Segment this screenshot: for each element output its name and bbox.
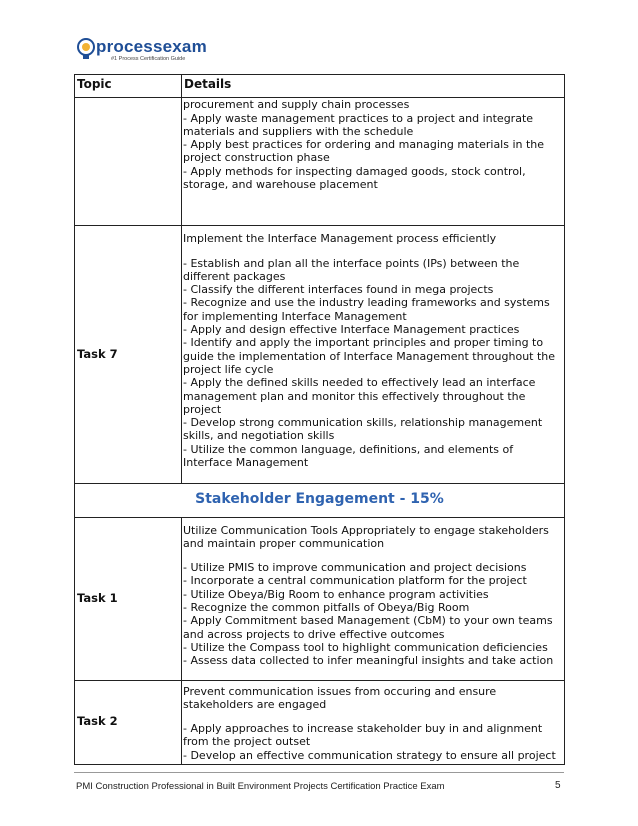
brand-name: processexam [96, 37, 207, 56]
detail-line: stakeholders are engaged [183, 697, 327, 711]
detail-line: management plan and monitor this effectively throughout the [183, 389, 526, 403]
detail-line: storage, and warehouse placement [183, 178, 378, 192]
detail-line: - Apply approaches to increase stakeholder buy in and alignment [183, 722, 543, 736]
table-row [75, 226, 565, 484]
detail-line: project construction phase [183, 151, 330, 165]
brand-tagline: #1 Process Certification Guide [111, 56, 186, 62]
detail-line: - Apply waste management practices to a project and integrate [183, 111, 534, 125]
table-header-row [75, 75, 565, 98]
row-details [182, 680, 565, 764]
detail-line: Utilize Communication Tools Appropriately to engage stakeholders [183, 523, 549, 537]
row-topic [75, 98, 182, 226]
detail-line: - Utilize Obeya/Big Room to enhance program activities [183, 587, 489, 601]
detail-line: - Assess data collected to infer meaningful insights and take action [183, 654, 554, 668]
blank-line [183, 550, 562, 561]
detail-line: - Recognize and use the industry leading frameworks and systems [183, 296, 550, 310]
table-row [75, 98, 565, 226]
table-row [75, 680, 565, 764]
detail-line: Interface Management [183, 456, 309, 470]
section-title: Stakeholder Engagement - 15% [75, 484, 565, 517]
detail-line: - Utilize PMIS to improve communication and project decisions [183, 561, 527, 575]
detail-line: different packages [183, 269, 286, 283]
detail-line: - Establish and plan all the interface points (IPs) between the [183, 256, 520, 270]
detail-line: - Incorporate a central communication platform for the project [183, 574, 527, 588]
detail-line: - Develop an effective communication strategy to ensure all project [183, 748, 556, 762]
row-topic: Task 7 [75, 226, 182, 484]
blank-line [183, 711, 562, 722]
row-details [182, 517, 565, 680]
row-topic: Task 2 [75, 680, 182, 764]
detail-line: from the project outset [183, 735, 311, 749]
detail-line: - Identify and apply the important principles and proper timing to [183, 336, 544, 350]
detail-line: project life cycle [183, 362, 274, 376]
syllabus-table [74, 74, 565, 765]
detail-line: - Classify the different interfaces found in mega projects [183, 283, 494, 297]
detail-line: - Develop strong communication skills, relationship management [183, 416, 543, 430]
detail-line: - Apply the defined skills needed to effectively lead an interface [183, 376, 536, 390]
detail-line: guide the implementation of Interface Management throughout the [183, 349, 556, 363]
header-topic: Topic [75, 75, 182, 98]
header-details: Details [182, 75, 565, 98]
page-number: 5 [555, 780, 561, 791]
blank-line [183, 246, 562, 257]
footer-text: PMI Construction Professional in Built Environment Projects Certification Practice Exam [76, 781, 445, 792]
detail-line: and maintain proper communication [183, 536, 385, 550]
section-header-row [75, 484, 565, 517]
detail-line: procurement and supply chain processes [183, 98, 410, 112]
detail-line: - Apply and design effective Interface Management practices [183, 323, 520, 337]
detail-line: Prevent communication issues from occuring and ensure [183, 684, 497, 698]
detail-line: - Recognize the common pitfalls of Obeya/Big Room [183, 601, 470, 615]
detail-line: - Apply best practices for ordering and managing materials in the [183, 138, 545, 152]
row-details [182, 226, 565, 484]
detail-line: and across projects to drive effective outcomes [183, 627, 445, 641]
detail-line: Implement the Interface Management process efficiently [183, 232, 497, 246]
row-details [182, 98, 565, 226]
detail-line: project [183, 402, 222, 416]
row-topic: Task 1 [75, 517, 182, 680]
detail-line: - Apply methods for inspecting damaged goods, stock control, [183, 164, 526, 178]
detail-line: - Apply Commitment based Management (CbM) to your own teams [183, 614, 553, 628]
detail-line: materials and suppliers with the schedule [183, 124, 414, 138]
detail-line: skills, and negotiation skills [183, 429, 335, 443]
table-row [75, 517, 565, 680]
detail-line: for implementing Interface Management [183, 309, 407, 323]
detail-line: - Utilize the common language, definitions, and elements of [183, 442, 514, 456]
detail-line: - Utilize the Compass tool to highlight communication deficiencies [183, 640, 548, 654]
footer-divider [74, 772, 564, 773]
